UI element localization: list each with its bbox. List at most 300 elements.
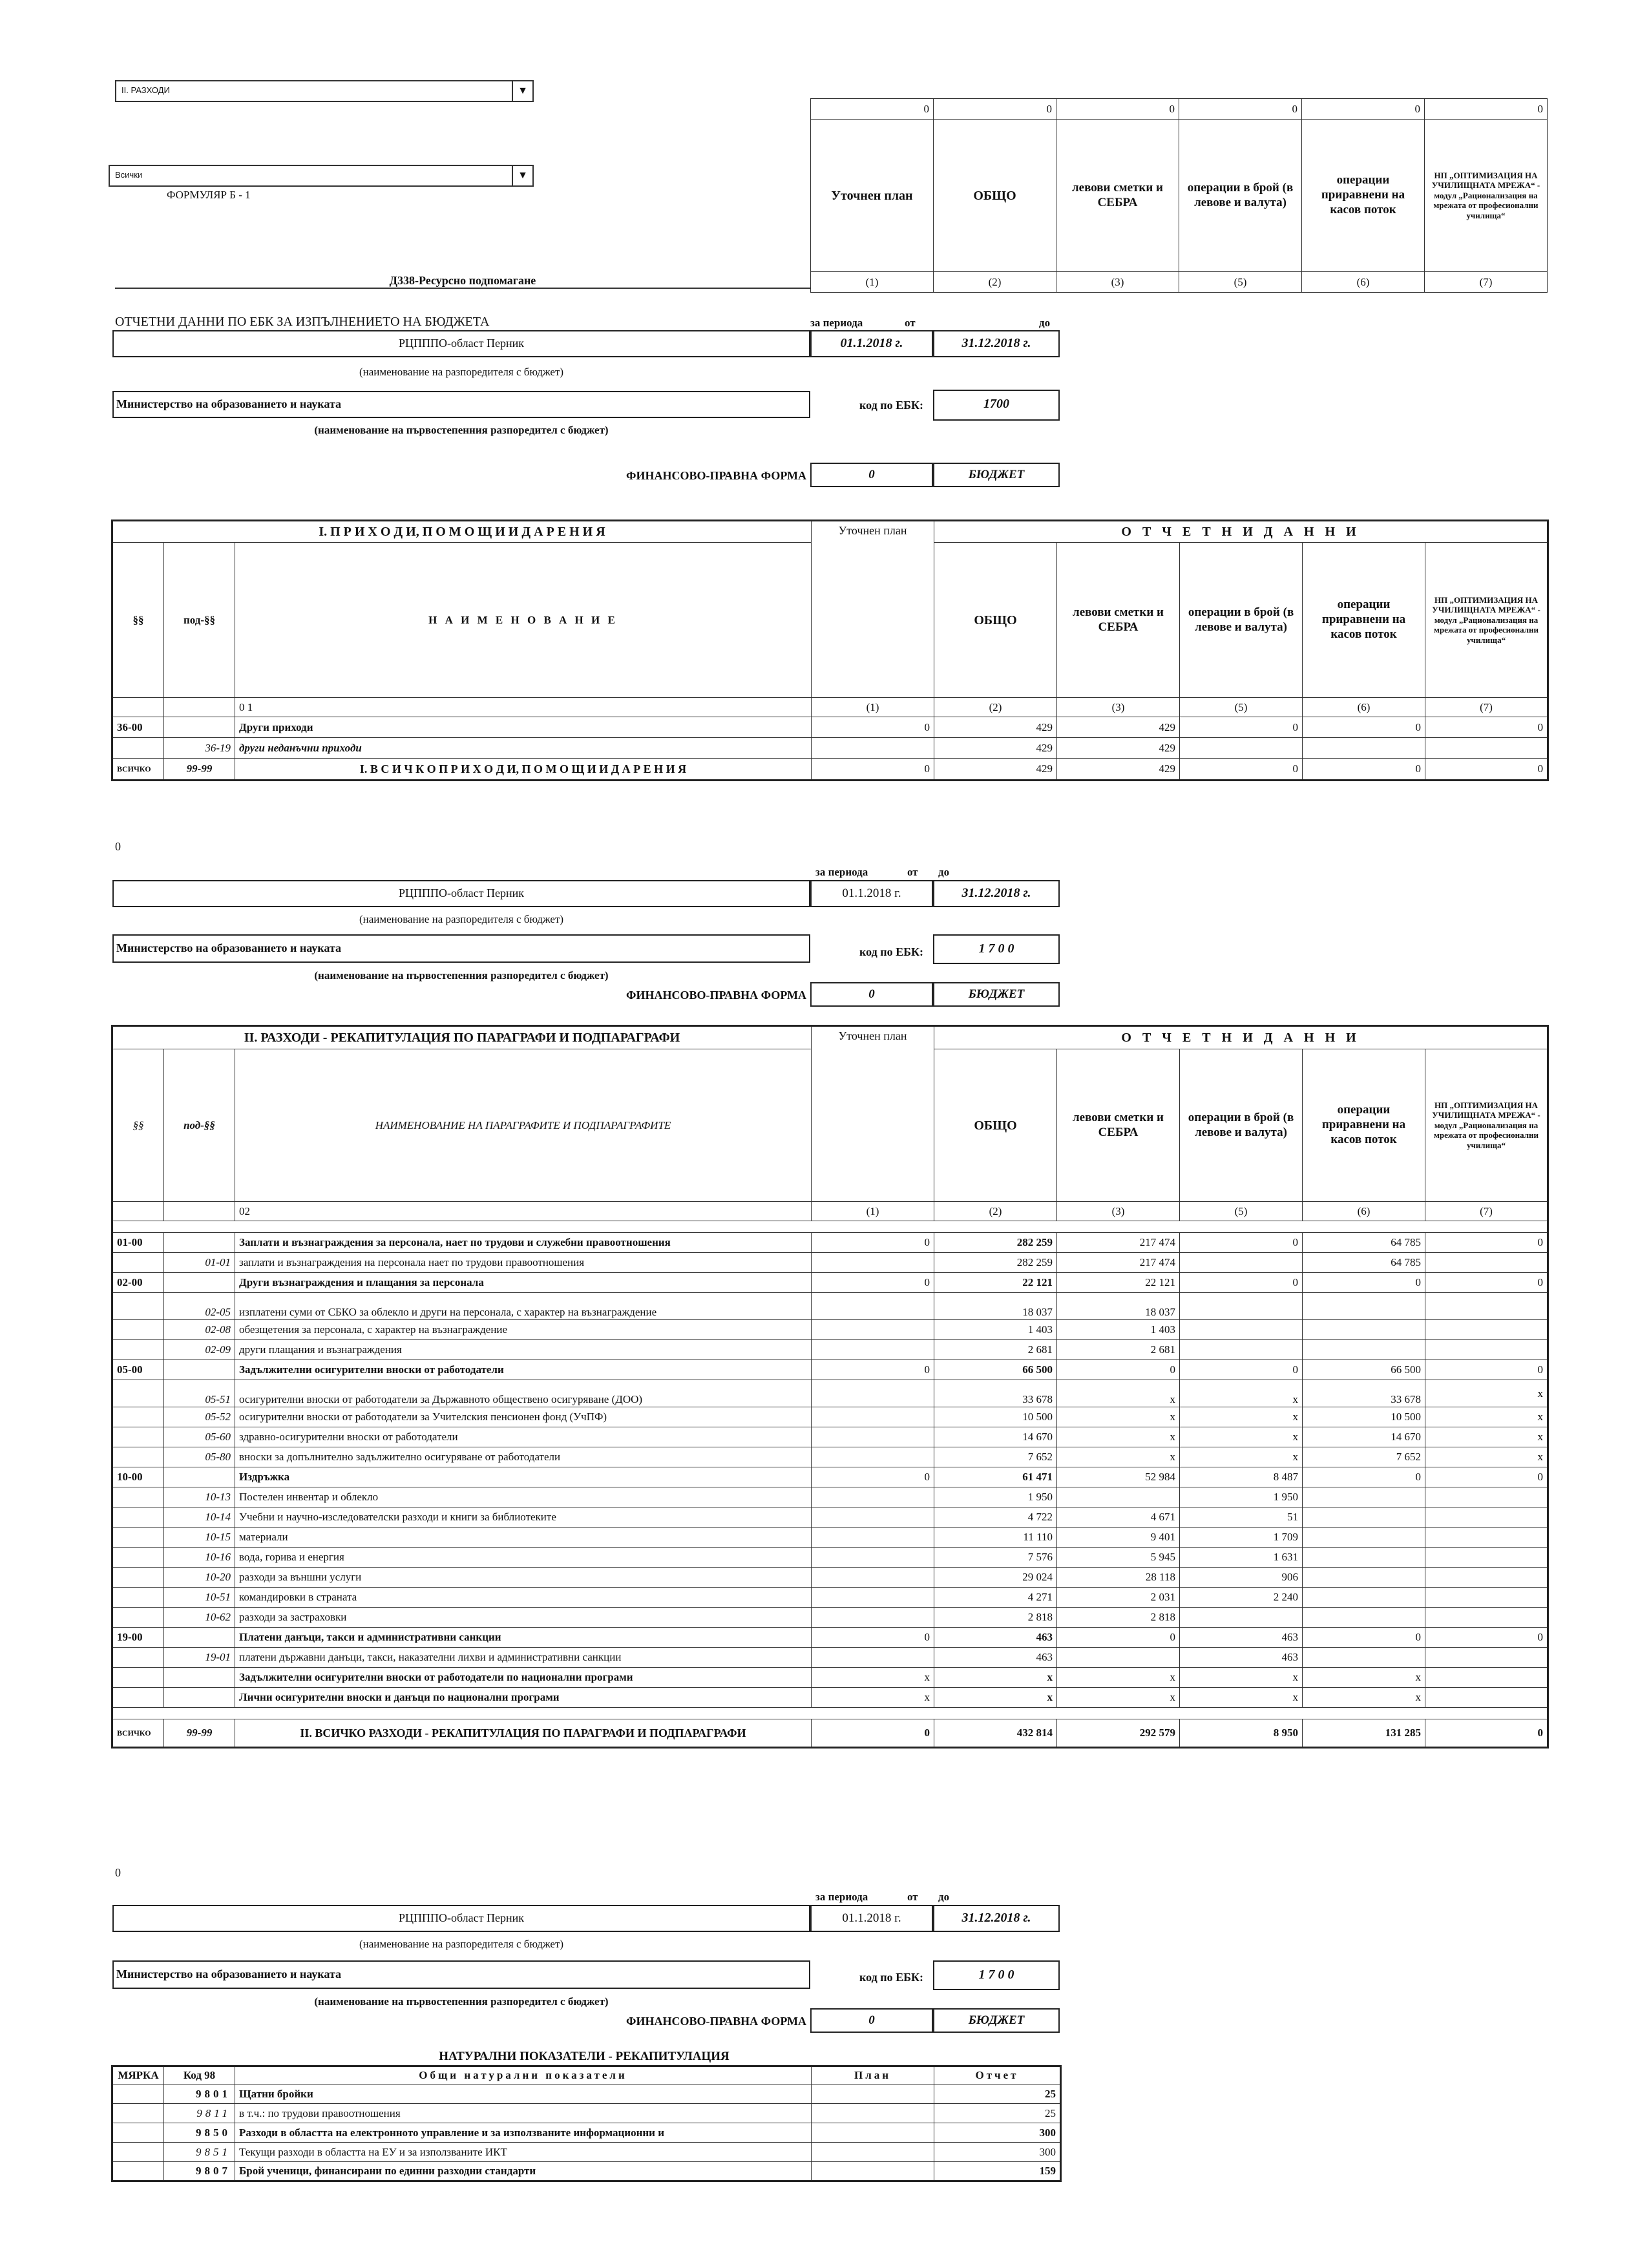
- cell: 429: [934, 717, 1057, 738]
- cell: 1 950: [934, 1487, 1057, 1507]
- cell: 8 950: [1180, 1719, 1303, 1748]
- plan-cell: [812, 2104, 934, 2123]
- income-col-levs: левови сметки и СЕБРА: [1057, 543, 1180, 698]
- cell: 0: [1303, 1628, 1425, 1648]
- col-levs: левови сметки и СЕБРА: [1056, 120, 1179, 272]
- table-row: [112, 1648, 1548, 1668]
- table-row: [112, 1487, 1548, 1507]
- report-title: ОТЧЕТНИ ДАННИ ПО ЕБК ЗА ИЗПЪЛНЕНИЕТО НА БЮДЖЕТА: [115, 315, 490, 329]
- row-subcode: 02-09: [164, 1340, 235, 1360]
- cell: 0: [812, 1273, 934, 1293]
- cell: [1303, 738, 1425, 759]
- cell: 463: [934, 1648, 1057, 1668]
- col-num: (2): [934, 272, 1056, 293]
- cell: [1425, 1648, 1548, 1668]
- to-date: 31.12.2018 г.: [961, 336, 1031, 350]
- col-num: (1): [811, 272, 934, 293]
- cell: 0: [812, 1360, 934, 1380]
- income-para-header: §§: [112, 543, 164, 698]
- cell: [1180, 1253, 1303, 1273]
- row-name: вноски за допълнително задължително осигуряване от работодатели: [235, 1447, 812, 1467]
- row-code: [112, 1648, 164, 1668]
- cell: 2 031: [1057, 1588, 1180, 1608]
- cell: 64 785: [1303, 1253, 1425, 1273]
- cell: x: [1180, 1380, 1303, 1407]
- ebk-label: код по ЕБК:: [859, 945, 924, 958]
- cell: 0: [1057, 1360, 1180, 1380]
- cell: 2 818: [934, 1608, 1057, 1628]
- cell: 10 500: [934, 1407, 1057, 1427]
- table-row: [112, 1628, 1548, 1648]
- row-name: здравно-осигурителни вноски от работодатели: [235, 1427, 812, 1447]
- cell: [1180, 1340, 1303, 1360]
- row-name: Разходи в областта на електронното управление и за използваните информационни и: [235, 2123, 812, 2143]
- org-name: РЦПППО-област Перник: [398, 887, 525, 899]
- cell: [812, 1253, 934, 1273]
- cell: x: [1057, 1688, 1180, 1708]
- cell: x: [812, 1688, 934, 1708]
- cell: x: [1057, 1427, 1180, 1447]
- row-report: 159: [934, 2162, 1061, 2181]
- cell: [1425, 1507, 1548, 1528]
- cell: 22 121: [934, 1273, 1057, 1293]
- cell: 4 271: [934, 1588, 1057, 1608]
- zero-marker: 0: [115, 840, 121, 853]
- fpf-code: 0: [868, 2013, 875, 2027]
- row-name: командировки в страната: [235, 1588, 812, 1608]
- cell: 1 403: [934, 1320, 1057, 1340]
- table-row: [112, 1380, 1548, 1407]
- row-name: Платени данъци, такси и административни санкции: [235, 1628, 812, 1648]
- cell: 0: [812, 1467, 934, 1487]
- cell: 14 670: [934, 1427, 1057, 1447]
- cell: 2 818: [1057, 1608, 1180, 1628]
- cell: [1303, 1487, 1425, 1507]
- col-num: (5): [1180, 1202, 1303, 1221]
- col-num: (6): [1303, 698, 1425, 717]
- cell: [812, 1648, 934, 1668]
- col-cash: операции в брой (в левове и валута): [1179, 120, 1302, 272]
- cell: [812, 1588, 934, 1608]
- row-report: 25: [934, 2104, 1061, 2123]
- cell: x: [1180, 1668, 1303, 1688]
- table-row: [112, 1507, 1548, 1528]
- total-subcode: 99-99: [164, 1719, 235, 1748]
- cell: [812, 1487, 934, 1507]
- table-row: [112, 2084, 1061, 2104]
- col-num: (7): [1425, 698, 1548, 717]
- row-code: [112, 1407, 164, 1427]
- row-code: [112, 1293, 164, 1320]
- header-zero: 0: [1302, 99, 1425, 120]
- row-subcode: 10-62: [164, 1608, 235, 1628]
- col-plan: Уточнен план: [811, 120, 934, 272]
- cell: x: [1057, 1447, 1180, 1467]
- income-col-cash: операции в брой (в левове и валута): [1180, 543, 1303, 698]
- ministry-name: Министерство на образованието и науката: [116, 397, 342, 410]
- cell: 0: [1303, 759, 1425, 781]
- cell: [812, 1380, 934, 1407]
- row-code: 19-00: [112, 1628, 164, 1648]
- cell: x: [1425, 1427, 1548, 1447]
- row-code: [112, 1668, 164, 1688]
- expense-col-cash: операции в брой (в левове и валута): [1180, 1049, 1303, 1202]
- income-name-header: Н А И М Е Н О В А Н И Е: [235, 543, 812, 698]
- row-name: изплатени суми от СБКО за облекло и други на персонала, с характер на възнаграждение: [235, 1293, 812, 1320]
- cell: x: [1180, 1688, 1303, 1708]
- row-subcode: [164, 1628, 235, 1648]
- header-zero: 0: [934, 99, 1056, 120]
- cell: 429: [1057, 759, 1180, 781]
- row-code: [112, 1447, 164, 1467]
- cell: 18 037: [934, 1293, 1057, 1320]
- row-name: разходи за застраховки: [235, 1608, 812, 1628]
- natural-unit-header: МЯРКА: [112, 2066, 164, 2084]
- unit-cell: [112, 2104, 164, 2123]
- cell: 131 285: [1303, 1719, 1425, 1748]
- cell: x: [1057, 1380, 1180, 1407]
- cell: [1303, 1293, 1425, 1320]
- table-row: [112, 1293, 1548, 1320]
- from-label: от: [905, 317, 916, 329]
- cell: 0: [1425, 1273, 1548, 1293]
- cell: x: [1180, 1407, 1303, 1427]
- col-num: (5): [1179, 272, 1302, 293]
- cell: 64 785: [1303, 1233, 1425, 1253]
- col-num: (5): [1180, 698, 1303, 717]
- cell: 9 401: [1057, 1528, 1180, 1548]
- row-name: осигурителни вноски от работодатели за Държавното обществено осигуряване (ДОО): [235, 1380, 812, 1407]
- table-row: [112, 1320, 1548, 1340]
- cell: 429: [1057, 717, 1180, 738]
- cell: 0: [812, 717, 934, 738]
- expense-para-header: §§: [112, 1049, 164, 1202]
- cell: 463: [1180, 1648, 1303, 1668]
- cell: 0: [812, 759, 934, 781]
- row-subcode: [164, 1688, 235, 1708]
- row-subcode: [164, 1360, 235, 1380]
- cell: 0: [1425, 1467, 1548, 1487]
- row-subcode: 02-08: [164, 1320, 235, 1340]
- cell: [812, 1528, 934, 1548]
- income-data-header: О Т Ч Е Т Н И Д А Н Н И: [934, 521, 1548, 543]
- fpf-label: ФИНАНСОВО-ПРАВНА ФОРМА: [626, 989, 806, 1002]
- to-date: 31.12.2018 г.: [961, 1911, 1031, 1925]
- cell: 0: [1425, 1233, 1548, 1253]
- col-num: (3): [1057, 698, 1180, 717]
- ebk-code: 1 7 0 0: [978, 941, 1014, 956]
- cell: [1303, 1320, 1425, 1340]
- cell: 61 471: [934, 1467, 1057, 1487]
- cell: 906: [1180, 1568, 1303, 1588]
- fpf-label: ФИНАНСОВО-ПРАВНА ФОРМА: [626, 469, 806, 482]
- from-date: 01.1.2018 г.: [840, 336, 903, 350]
- header-zero: 0: [1056, 99, 1179, 120]
- cell: 0: [1425, 1719, 1548, 1748]
- natural-body: [112, 2084, 1061, 2181]
- ministry-name: Министерство на образованието и науката: [116, 941, 342, 954]
- table-row: [112, 2104, 1061, 2123]
- row-name: заплати и възнаграждения на персонала нает по трудови правоотношения: [235, 1253, 812, 1273]
- row-subcode: [164, 1233, 235, 1253]
- fpf-label: ФИНАНСОВО-ПРАВНА ФОРМА: [626, 2015, 806, 2028]
- expense-col-program: НП „ОПТИМИЗАЦИЯ НА УЧИЛИЩНАТА МРЕЖА“ - модул „Рационализация на мрежата от професионални училища“: [1425, 1049, 1548, 1202]
- row-subcode: 01-01: [164, 1253, 235, 1273]
- row-code: [112, 1528, 164, 1548]
- row-name: Издръжка: [235, 1467, 812, 1487]
- header-zero: 0: [1179, 99, 1302, 120]
- table-row: [112, 1467, 1548, 1487]
- period-label: за периода: [815, 1891, 868, 1903]
- cell: 1 950: [1180, 1487, 1303, 1507]
- cell: 0: [1303, 1467, 1425, 1487]
- cell: [1303, 1648, 1425, 1668]
- row-code: 9811: [164, 2104, 235, 2123]
- cell: [812, 1548, 934, 1568]
- cell: [812, 1608, 934, 1628]
- income-title: I. П Р И Х О Д И, П О М О Щ И И Д А Р Е Н И Я: [112, 521, 812, 543]
- row-subcode: 10-51: [164, 1588, 235, 1608]
- cell: x: [934, 1668, 1057, 1688]
- cell: [1425, 1528, 1548, 1548]
- col-num: (7): [1425, 272, 1548, 293]
- natural-table: [111, 2065, 1062, 2182]
- row-subcode: 05-52: [164, 1407, 235, 1427]
- cell: 1 403: [1057, 1320, 1180, 1340]
- row-code: 02-00: [112, 1273, 164, 1293]
- ebk-code: 1700: [983, 397, 1009, 411]
- expense-name-header: НАИМЕНОВАНИЕ НА ПАРАГРАФИТЕ И ПОДПАРАГРАФИТЕ: [235, 1049, 812, 1202]
- row-subcode: [164, 1273, 235, 1293]
- cell: 1 709: [1180, 1528, 1303, 1548]
- cell: 10 500: [1303, 1407, 1425, 1427]
- from-label: от: [907, 866, 918, 878]
- cell: x: [1180, 1427, 1303, 1447]
- chevron-down-icon[interactable]: ▼: [512, 81, 532, 101]
- plan-cell: [812, 2084, 934, 2104]
- unit-cell: [112, 2123, 164, 2143]
- fpf-code: 0: [868, 987, 875, 1001]
- cell: [812, 1427, 934, 1447]
- cell: [812, 1293, 934, 1320]
- row-name: Учебни и научно-изследователски разходи и книги за библиотеките: [235, 1507, 812, 1528]
- cell: 18 037: [1057, 1293, 1180, 1320]
- cell: 0: [1303, 717, 1425, 738]
- row-name: Текущи разходи в областта на ЕУ и за използваните ИКТ: [235, 2143, 812, 2162]
- expense-col-total: ОБЩО: [934, 1049, 1057, 1202]
- cell: 7 652: [1303, 1447, 1425, 1467]
- cell: 52 984: [1057, 1467, 1180, 1487]
- ebk-label: код по ЕБК:: [859, 399, 924, 412]
- row-subcode: 10-13: [164, 1487, 235, 1507]
- cell: 0: [1425, 759, 1548, 781]
- cell: [1303, 1340, 1425, 1360]
- table-row: [112, 1427, 1548, 1447]
- ebk-label: код по ЕБК:: [859, 1971, 924, 1984]
- col-num: (3): [1057, 1202, 1180, 1221]
- expense-plan-header: Уточнен план: [812, 1026, 934, 1202]
- row-code: 9851: [164, 2143, 235, 2162]
- expense-table: [111, 1025, 1549, 1748]
- unit-cell: [112, 2084, 164, 2104]
- col-num: (6): [1302, 272, 1425, 293]
- row-code: 9850: [164, 2123, 235, 2143]
- row-subcode: 19-01: [164, 1648, 235, 1668]
- fpf-code: 0: [868, 468, 875, 481]
- plan-cell: [812, 2143, 934, 2162]
- row-subcode: 05-60: [164, 1427, 235, 1447]
- row-name: Други приходи: [235, 717, 812, 738]
- col-num: (6): [1303, 1202, 1425, 1221]
- ebk-code: 1 7 0 0: [978, 1968, 1014, 1982]
- header-zero: 0: [811, 99, 934, 120]
- table-row: [112, 1273, 1548, 1293]
- row-subcode: 10-20: [164, 1568, 235, 1588]
- cell: 51: [1180, 1507, 1303, 1528]
- cell: 0: [812, 1628, 934, 1648]
- filter-dropdown-value: Всички: [115, 170, 143, 180]
- row-code: [112, 1588, 164, 1608]
- cell: 8 487: [1180, 1467, 1303, 1487]
- expense-col-levs: левови сметки и СЕБРА: [1057, 1049, 1180, 1202]
- cell: [1425, 1340, 1548, 1360]
- to-date: 31.12.2018 г.: [961, 886, 1031, 900]
- row-code: 05-00: [112, 1360, 164, 1380]
- row-name: Лични осигурителни вноски и данъци по национални програми: [235, 1688, 812, 1708]
- col-num: (3): [1056, 272, 1179, 293]
- col-num: (1): [812, 1202, 934, 1221]
- row-name: Заплати и възнаграждения за персонала, нает по трудови и служебни правоотношения: [235, 1233, 812, 1253]
- org-caption: (наименование на разпоредителя с бюджет): [359, 366, 564, 378]
- cell: [1303, 1608, 1425, 1628]
- total-label: ВСИЧКО: [112, 759, 164, 781]
- cell: 4 722: [934, 1507, 1057, 1528]
- cell: [1425, 1293, 1548, 1320]
- section-dropdown-value: II. РАЗХОДИ: [121, 85, 170, 95]
- income-col-total: ОБЩО: [934, 543, 1057, 698]
- org-name: РЦПППО-област Перник: [398, 337, 525, 350]
- org-name: РЦПППО-област Перник: [398, 1911, 525, 1924]
- natural-title: НАТУРАЛНИ ПОКАЗАТЕЛИ - РЕКАПИТУЛАЦИЯ: [439, 2050, 730, 2063]
- cell: [1425, 1487, 1548, 1507]
- row-code: 9801: [164, 2084, 235, 2104]
- row-code: [112, 1380, 164, 1407]
- cell: 22 121: [1057, 1273, 1180, 1293]
- table-row: [112, 1340, 1548, 1360]
- section-dropdown[interactable]: [115, 80, 534, 102]
- expense-data-header: О Т Ч Е Т Н И Д А Н Н И: [934, 1026, 1548, 1049]
- table-row: [112, 738, 1548, 759]
- table-row: [112, 1360, 1548, 1380]
- fpf-value: БЮДЖЕТ: [968, 2013, 1025, 2027]
- form-name: ФОРМУЛЯР Б - 1: [167, 189, 251, 201]
- row-code: [112, 1340, 164, 1360]
- total-name: I. В С И Ч К О П Р И Х О Д И, П О М О Щ И И Д А Р Е Н И Я: [235, 759, 812, 781]
- cell: x: [1303, 1668, 1425, 1688]
- chevron-down-icon[interactable]: ▼: [512, 166, 532, 185]
- total-row: [112, 1719, 1548, 1748]
- zero-marker: 0: [115, 1866, 121, 1879]
- cell: [1303, 1588, 1425, 1608]
- row-name: други плащания и възнаграждения: [235, 1340, 812, 1360]
- from-date: 01.1.2018 г.: [842, 887, 901, 900]
- row-name: материали: [235, 1528, 812, 1548]
- row-subcode: 36-19: [164, 738, 235, 759]
- cell: 429: [934, 738, 1057, 759]
- total-row: [112, 759, 1548, 781]
- row-name: Постелен инвентар и облекло: [235, 1487, 812, 1507]
- cell: 282 259: [934, 1233, 1057, 1253]
- cell: 0: [1425, 717, 1548, 738]
- from-label: от: [907, 1891, 918, 1903]
- natural-name-header: Общи натурални показатели: [235, 2066, 812, 2084]
- filter-dropdown[interactable]: [109, 165, 534, 187]
- org-caption: (наименование на разпоредителя с бюджет): [359, 1938, 564, 1950]
- cell: [1425, 1253, 1548, 1273]
- row-code: [112, 1320, 164, 1340]
- period-label: за периода: [815, 866, 868, 878]
- income-col-program: НП „ОПТИМИЗАЦИЯ НА УЧИЛИЩНАТА МРЕЖА“ - модул „Рационализация на мрежата от професионални училища“: [1425, 543, 1548, 698]
- row-name: в т.ч.: по трудови правоотношения: [235, 2104, 812, 2123]
- table-row: [112, 1447, 1548, 1467]
- fpf-value: БЮДЖЕТ: [968, 468, 1025, 481]
- natural-plan-header: План: [812, 2066, 934, 2084]
- cell: [812, 1340, 934, 1360]
- plan-cell: [812, 2123, 934, 2143]
- col-num: (7): [1425, 1202, 1548, 1221]
- row-code: [112, 1568, 164, 1588]
- cell: [812, 1320, 934, 1340]
- cell: x: [812, 1668, 934, 1688]
- row-subcode: [164, 1467, 235, 1487]
- table-row: [112, 1568, 1548, 1588]
- cell: [812, 1568, 934, 1588]
- cell: [1425, 1568, 1548, 1588]
- table-row: [112, 1608, 1548, 1628]
- cell: 14 670: [1303, 1427, 1425, 1447]
- cell: 0: [1180, 717, 1303, 738]
- cell: 0: [812, 1719, 934, 1748]
- row-name: Брой ученици, финансирани по единни разходни стандарти: [235, 2162, 812, 2181]
- cell: [1057, 1487, 1180, 1507]
- income-table: [111, 520, 1549, 781]
- cell: 0: [1303, 1273, 1425, 1293]
- income-plan-header: Уточнен план: [812, 521, 934, 698]
- row-name: вода, горива и енергия: [235, 1548, 812, 1568]
- cell: x: [1057, 1668, 1180, 1688]
- row-code: 9807: [164, 2162, 235, 2181]
- cell: [1303, 1507, 1425, 1528]
- table-row: [112, 1407, 1548, 1427]
- row-subcode: [164, 1668, 235, 1688]
- cell: 0: [1180, 1273, 1303, 1293]
- cell: 33 678: [934, 1380, 1057, 1407]
- cell: [1425, 1688, 1548, 1708]
- cell: 0: [1057, 1628, 1180, 1648]
- cell: 292 579: [1057, 1719, 1180, 1748]
- row-subcode: 10-14: [164, 1507, 235, 1528]
- natural-code-header: Код 98: [164, 2066, 235, 2084]
- cell: 7 576: [934, 1548, 1057, 1568]
- cell: 1 631: [1180, 1548, 1303, 1568]
- total-label: ВСИЧКО: [112, 1719, 164, 1748]
- row-name: осигурителни вноски от работодатели за Учителския пенсионен фонд (УчПФ): [235, 1407, 812, 1427]
- top-header-table: [810, 98, 1548, 293]
- income-subpara-header: под-§§: [164, 543, 235, 698]
- program-label: Д338-Ресурсно подпомагане: [115, 274, 810, 289]
- cell: [1180, 1320, 1303, 1340]
- col-num: (2): [934, 698, 1057, 717]
